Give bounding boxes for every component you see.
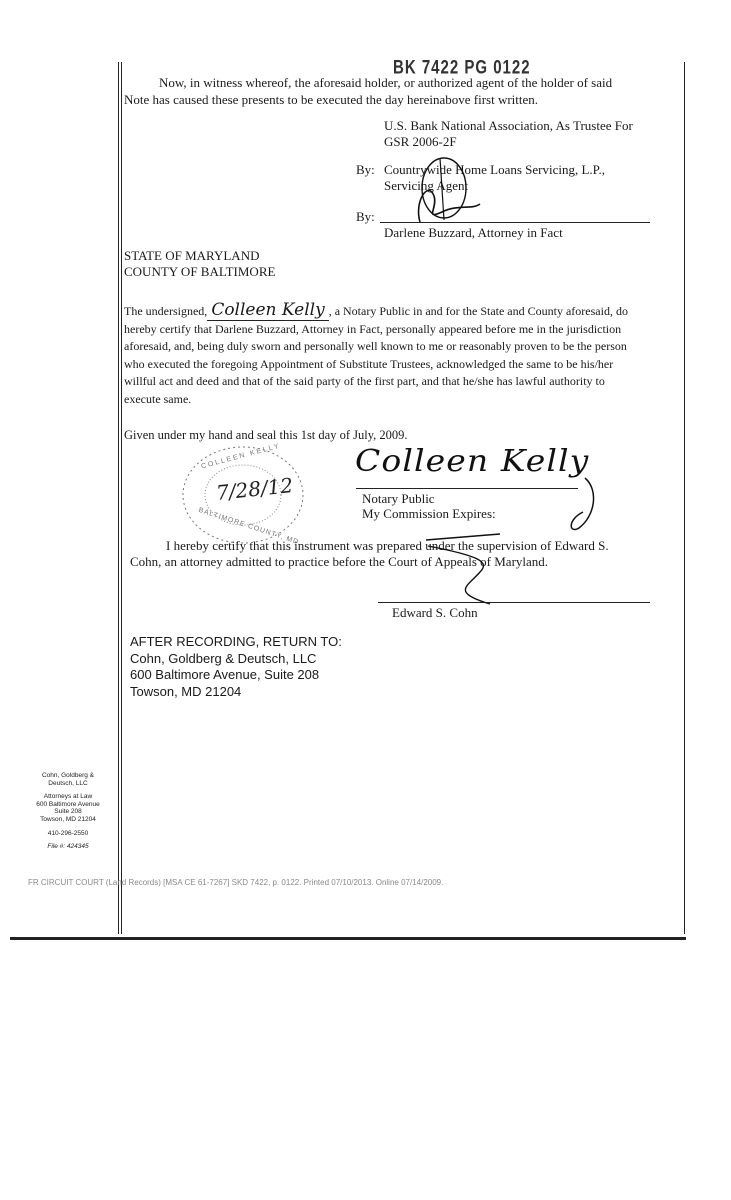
given-under-hand: Given under my hand and seal this 1st day of July, 2009.: [124, 428, 408, 442]
firm-name-1: Cohn, Goldberg &: [41, 772, 95, 779]
left-margin-line-inner: [121, 62, 122, 934]
right-margin-line: [684, 62, 685, 934]
commission-expires-label: My Commission Expires:: [362, 506, 496, 521]
seal-bottom-text: BALTIMORE COUNTY, MD: [197, 506, 300, 547]
firm-phone: 410-296-2550: [47, 829, 89, 837]
recording-footer: FR CIRCUIT COURT (Land Records) [MSA CE 61-7267] SKD 7422, p. 0122. Printed 07/10/2013. Online 07/14/2009.: [28, 878, 444, 887]
undersigned-prefix: The undersigned,: [124, 304, 208, 318]
notary-signature-line: [356, 488, 578, 489]
state-label: STATE OF MARYLAND: [124, 248, 260, 263]
notary-line-3: aforesaid, and, being duly sworn and personally well known to me or reasonably proven to be the person: [124, 339, 627, 353]
return-line-2: 600 Baltimore Avenue, Suite 208: [130, 667, 320, 682]
by-label-servicer: By:: [356, 162, 375, 177]
notary-line-2: hereby certify that Darlene Buzzard, Attorney in Fact, personally appeared before me in the jurisdiction: [124, 321, 622, 336]
notary-line-5: willful act and deed and that of the said party of the first part, and that he/she has lawful authority to: [124, 374, 605, 388]
left-margin-line: [118, 62, 119, 934]
attorney-signature: [380, 150, 500, 230]
seal-top-text: COLLEEN KELLY: [200, 442, 282, 471]
notary-paragraph: [124, 302, 679, 408]
servicer-line-2: Servicing Agent: [384, 178, 469, 193]
witness-line-2: Note has caused these presents to be executed the day hereinabove first written.: [124, 92, 539, 107]
notary-public-label: Notary Public: [362, 491, 435, 506]
notary-line-4: who executed the foregoing Appointment of Substitute Trustees, acknowledged the same to be his/her: [124, 356, 614, 371]
attorney-in-fact-name: Darlene Buzzard, Attorney in Fact: [384, 225, 563, 240]
preparation-line-1: I hereby certify that this instrument was prepared under the supervision of Edward S.: [166, 538, 609, 553]
preparer-name: Edward S. Cohn: [392, 605, 478, 620]
preparation-line-2: Cohn, an attorney admitted to practice before the Court of Appeals of Maryland.: [130, 554, 549, 569]
firm-address-2: Suite 208: [54, 808, 82, 816]
witness-line-1: Now, in witness whereof, the aforesaid holder, or authorized agent of the holder of said: [159, 75, 613, 90]
book-page-stamp: BK 7422 PG 0122: [393, 56, 531, 79]
firm-address-1: 600 Baltimore Avenue: [36, 800, 100, 808]
notary-handwritten-name: Colleen Kelly: [207, 302, 328, 321]
return-block: [130, 634, 342, 700]
county-label: COUNTY OF BALTIMORE: [124, 264, 276, 279]
by-label-signature: By:: [356, 209, 375, 224]
preparer-signature-line: [378, 602, 650, 603]
firm-address-3: Towson, MD 21204: [40, 815, 96, 823]
return-line-3: Towson, MD 21204: [130, 683, 242, 699]
preparer-signature: [420, 532, 530, 612]
notary-signature-tail: [565, 476, 605, 536]
servicer-line-1: Countrywide Home Loans Servicing, L.P.,: [384, 162, 605, 177]
notary-line-6: execute same.: [124, 391, 192, 406]
notary-signature: Colleen Kelly: [355, 444, 590, 479]
return-line-1: Cohn, Goldberg & Deutsch, LLC: [130, 650, 317, 666]
bottom-rule: [10, 937, 686, 940]
grantor-line-2: GSR 2006-2F: [384, 134, 457, 149]
seal-date: 7/28/12: [214, 473, 295, 505]
notary-line-1: [124, 302, 679, 321]
notary-seal: [178, 443, 308, 548]
return-heading: AFTER RECORDING, RETURN TO:: [130, 634, 342, 649]
firm-sidebar: [18, 772, 118, 851]
notary-line-1-suffix: , a Notary Public in and for the State and County aforesaid, do: [328, 304, 628, 318]
firm-title: Attorneys at Law: [43, 793, 93, 801]
firm-name-2: Deutsch, LLC: [48, 779, 88, 787]
firm-file-number: File #: 424345: [47, 843, 89, 851]
grantor-line-1: U.S. Bank National Association, As Trustee For: [384, 118, 633, 133]
